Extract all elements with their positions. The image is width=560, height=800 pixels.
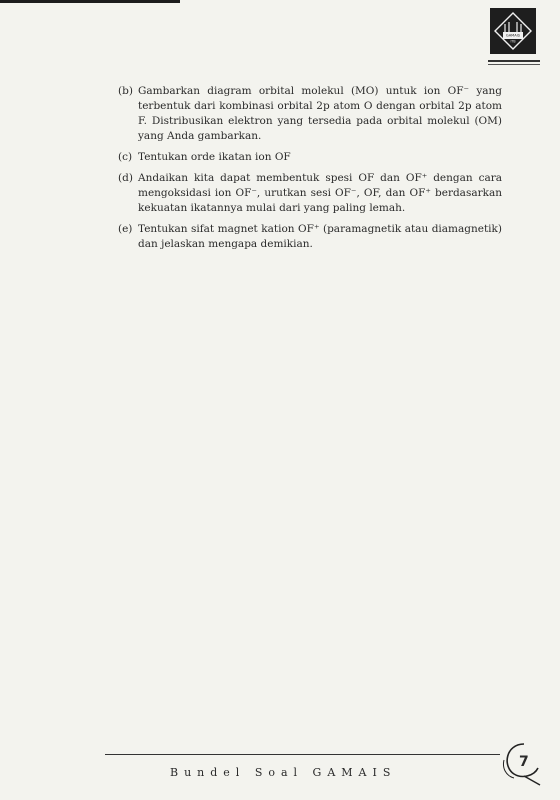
footer-title: Bundel Soal GAMAIS	[170, 766, 397, 779]
footer-rule	[105, 754, 500, 755]
question-item-b	[118, 84, 502, 144]
question-label: (c)	[118, 151, 133, 163]
question-list	[118, 84, 502, 258]
question-item-e	[118, 222, 502, 252]
page-number: 7	[519, 754, 529, 770]
logo-underline-thin	[488, 64, 540, 65]
question-item-c	[118, 150, 502, 165]
gamais-logo-icon	[490, 8, 536, 54]
logo-underline	[488, 60, 540, 62]
magnifier-swoosh-icon	[490, 738, 542, 786]
question-label: (d)	[118, 172, 133, 184]
question-text: Tentukan sifat magnet kation OF⁺ (paramagnetik atau diamagnetik) dan jelaskan mengapa demikian.	[138, 223, 502, 250]
logo-text-line1: GAMAIS	[505, 33, 521, 38]
question-item-d	[118, 171, 502, 216]
question-text: Tentukan orde ikatan ion OF	[138, 151, 291, 163]
top-rule	[0, 0, 180, 3]
question-label: (e)	[118, 223, 133, 235]
question-label: (b)	[118, 85, 133, 97]
logo-text-line2: ITB	[510, 39, 516, 44]
question-text: Andaikan kita dapat membentuk spesi OF dan OF⁺ dengan cara mengoksidasi ion OF⁻, urutkan sesi OF⁻, OF, dan OF⁺ berdasarkan kekuatan ikatannya mulai dari yang paling lemah.	[138, 172, 502, 214]
question-text: Gambarkan diagram orbital molekul (MO) untuk ion OF⁻ yang terbentuk dari kombinasi orbital 2p atom O dengan orbital 2p atom F. Distribusikan elektron yang tersedia pada orbital molekul (OM) yang Anda gambarkan.	[138, 85, 502, 142]
